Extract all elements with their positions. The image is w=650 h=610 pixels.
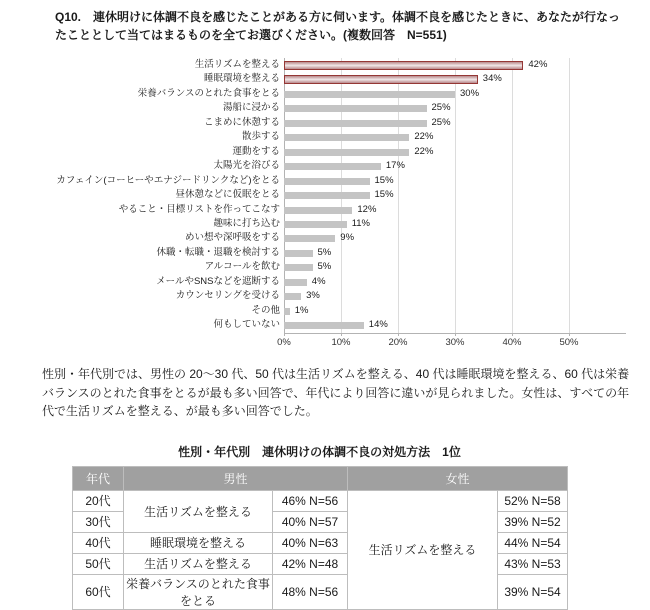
x-axis-tick-label: 30% [445, 337, 465, 348]
chart-row [55, 145, 635, 159]
bar-value-label: 11% [351, 217, 370, 229]
female-value-cell: 39% N=52 [498, 511, 568, 532]
table-header-row [73, 466, 568, 490]
bar [284, 207, 352, 214]
chart-row [55, 246, 635, 260]
x-axis-tick-label: 0% [277, 337, 291, 348]
axis-tick [569, 333, 570, 336]
x-axis-tick-label: 50% [559, 337, 579, 348]
bar-value-label: 25% [431, 116, 451, 128]
axis-tick [341, 333, 342, 336]
female-value-cell: 44% N=54 [498, 532, 568, 553]
bar [284, 279, 307, 286]
bar [284, 322, 364, 329]
bar-chart [55, 58, 635, 352]
bar-value-label: 3% [306, 290, 320, 302]
summary-paragraph: 性別・年代別では、男性の 20～30 代、50 代は生活リズムを整える、40 代は睡眠環境を整える、60 代は栄養バランスのとれた食事をとるが最も多い回答で、年代により回答に違いが見られました。女性は、すべての年代で生活リズムを整える、が最も多い回答でした。 [42, 367, 630, 419]
axis-tick [284, 333, 285, 336]
chart-row [55, 101, 635, 115]
bar [284, 192, 370, 199]
col-header-age: 年代 [73, 466, 124, 490]
female-value-cell: 39% N=54 [498, 574, 568, 609]
chart-row [55, 275, 635, 289]
question-title: Q10. 連休明けに体調不良を感じたことがある方に伺います。体調不良を感じたときに、あなたが行なったこととして当てはまるものを全てお選びください。(複数回答 N=551) [55, 10, 621, 42]
age-cell: 20代 [73, 490, 124, 511]
chart-row [55, 130, 635, 144]
bar-value-label: 5% [317, 261, 332, 273]
bar-category-label: 運動をする [232, 145, 280, 157]
axis-tick [455, 333, 456, 336]
bar-category-label: 湯船に浸かる [222, 102, 280, 114]
bar-category-label: メールやSNSなどを遮断する [156, 275, 280, 287]
chart-row [55, 188, 635, 202]
bar-category-label: 太陽光を浴びる [213, 160, 280, 172]
bar [284, 178, 370, 185]
chart-row [55, 87, 635, 101]
bar [284, 134, 409, 141]
chart-row [55, 231, 635, 245]
bar-category-label: 生活リズムを整える [194, 59, 280, 70]
x-axis-tick-label: 20% [388, 337, 408, 348]
axis-tick [398, 333, 399, 336]
age-cell: 50代 [73, 553, 124, 574]
bar [284, 235, 335, 242]
bar-category-label: めい想や深呼吸をする [184, 232, 280, 244]
male-value-cell: 46% N=56 [273, 490, 348, 511]
chart-row [55, 174, 635, 188]
survey-report-page [0, 8, 650, 610]
male-method-cell: 栄養バランスのとれた食事をとる [124, 574, 273, 609]
female-value-cell: 52% N=58 [498, 490, 568, 511]
chart-row [55, 260, 635, 274]
chart-row [55, 116, 635, 130]
bar [284, 105, 427, 112]
bar [284, 91, 455, 98]
bar [284, 163, 381, 170]
bar-value-label: 9% [340, 232, 355, 244]
bar-value-label: 15% [374, 189, 394, 201]
bar-category-label: 散歩する [241, 131, 280, 143]
bar-value-label: 1% [294, 304, 309, 316]
x-axis-tick-label: 10% [331, 337, 351, 348]
age-cell: 40代 [73, 532, 124, 553]
chart-row [55, 159, 635, 173]
chart-row [55, 289, 635, 303]
col-header-male: 男性 [124, 466, 348, 490]
bar [284, 149, 409, 156]
bar-category-label: 休職・転職・退職を検討する [156, 246, 280, 258]
bar-value-label: 17% [385, 160, 405, 172]
chart-row [55, 217, 635, 231]
bar-category-label: やること・目標リストを作ってこなす [118, 203, 280, 215]
table-title: 性別・年代別 連休明けの体調不良の対処方法 1位 [178, 444, 461, 459]
male-method-cell: 睡眠環境を整える [124, 532, 273, 553]
bar-category-label: アルコールを飲む [204, 261, 280, 273]
col-header-female: 女性 [348, 466, 568, 490]
bar-value-label: 30% [460, 87, 480, 99]
bar [284, 250, 313, 257]
bar [284, 293, 301, 300]
chart-row [55, 203, 635, 217]
male-method-cell: 生活リズムを整える [124, 553, 273, 574]
bar-category-label: その他 [251, 304, 280, 316]
bar [284, 264, 313, 271]
bar-value-label: 5% [317, 246, 332, 258]
bar-category-label: 栄養バランスのとれた食事をとる [137, 87, 280, 99]
bar-category-label: 睡眠環境を整える [203, 73, 280, 85]
bar-value-label: 25% [431, 102, 451, 114]
bar-value-label: 22% [414, 145, 434, 157]
chart-row [55, 318, 635, 332]
bar-value-label: 4% [311, 275, 326, 287]
x-axis-tick-label: 40% [502, 337, 522, 348]
female-method-cell: 生活リズムを整える [348, 490, 498, 609]
gender-age-table [72, 466, 568, 610]
bar-value-label: 12% [357, 203, 377, 215]
male-value-cell: 40% N=63 [273, 532, 348, 553]
bar-highlighted [284, 61, 523, 70]
bar-value-label: 22% [414, 131, 434, 143]
male-value-cell: 42% N=48 [273, 553, 348, 574]
chart-row [55, 58, 635, 72]
female-value-cell: 43% N=53 [498, 553, 568, 574]
age-cell: 60代 [73, 574, 124, 609]
table-row [73, 490, 568, 511]
male-value-cell: 40% N=57 [273, 511, 348, 532]
bar-category-label: カフェイン(コーヒーやエナジードリンクなど)をとる [56, 174, 280, 186]
bar-value-label: 14% [368, 319, 388, 331]
bar [284, 221, 347, 228]
chart-row [55, 72, 635, 86]
bar-category-label: カウンセリングを受ける [175, 290, 280, 302]
bar-category-label: 趣味に打ち込む [213, 217, 280, 229]
bar-category-label: 何もしていない [213, 319, 280, 331]
bar-highlighted [284, 75, 478, 84]
bar-category-label: こまめに休憩する [203, 116, 280, 128]
bar-value-label: 34% [482, 73, 502, 85]
bar-value-label: 42% [528, 59, 548, 70]
male-value-cell: 48% N=56 [273, 574, 348, 609]
bar [284, 308, 290, 315]
bar-category-label: 昼休憩などに仮眠をとる [175, 189, 280, 201]
age-cell: 30代 [73, 511, 124, 532]
axis-tick [512, 333, 513, 336]
male-method-cell: 生活リズムを整える [124, 490, 273, 532]
bar-value-label: 15% [374, 174, 394, 186]
bar [284, 120, 427, 127]
chart-row [55, 304, 635, 318]
